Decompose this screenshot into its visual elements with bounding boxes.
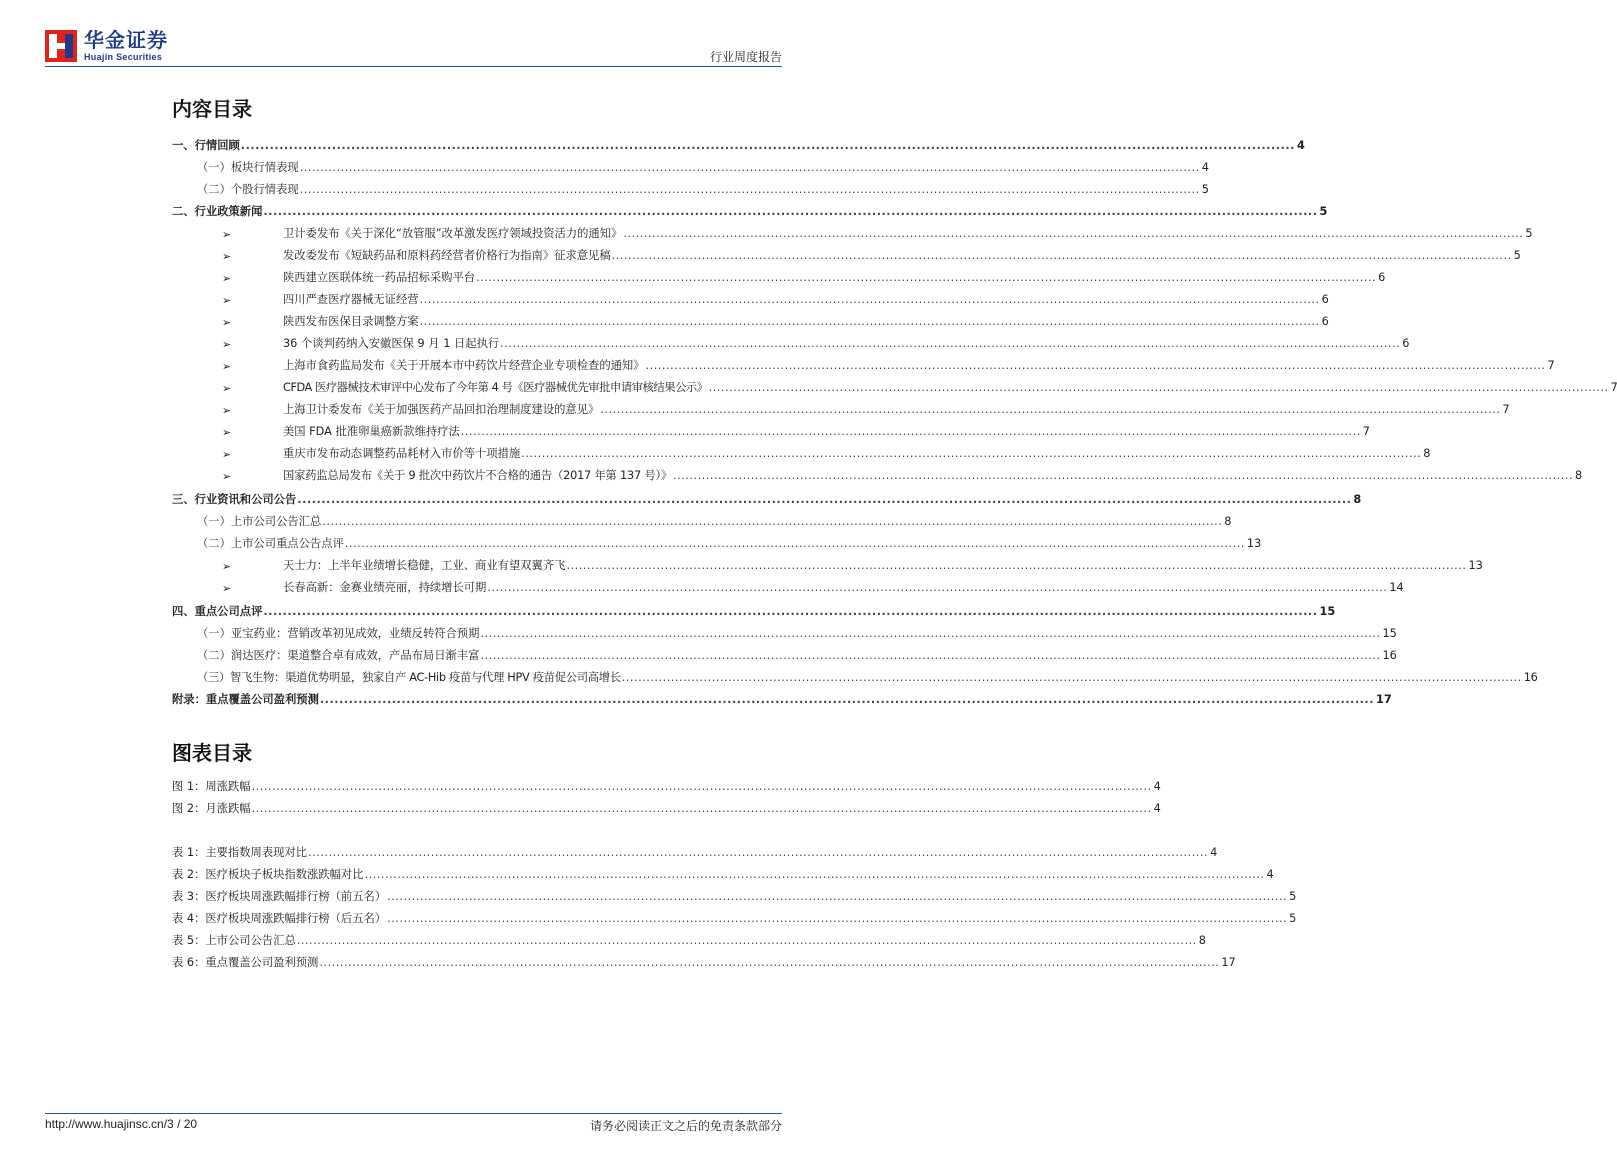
toc-entry[interactable]: （三）智飞生物：渠道优势明显，独家自产 AC-Hib 疫苗与代理 HPV 疫苗促公司高增长 ............................................................................................................................................................................................................................ 16 (197, 671, 1538, 684)
toc-entry[interactable]: 陕西发布医保目录调整方案 ............................................................................................................................................................................................................................ 6 (283, 315, 1329, 328)
leader-dots: ............................................................................................................................................................................................................................ (611, 249, 1512, 262)
figure-entry[interactable]: 图 1：周涨跌幅 ............................................................................................................................................................................................................................ 4 (172, 780, 1161, 793)
figure-entry[interactable]: 表 3：医疗板块周涨跌幅排行榜（前五名） ............................................................................................................................................................................................................................ 5 (172, 890, 1297, 903)
leader-dots: ............................................................................................................................................................................................................................ (708, 381, 1609, 394)
toc-entry[interactable]: 天士力：上半年业绩增长稳健，工业、商业有望双翼齐飞 ............................................................................................................................................................................................................................ 13 (283, 559, 1483, 572)
toc-entry[interactable]: 四、重点公司点评 ............................................................................................................................................................................................................................ 15 (172, 605, 1336, 618)
leader-dots: ............................................................................................................................................................................................................................ (387, 890, 1288, 903)
leader-dots: ............................................................................................................................................................................................................................ (487, 581, 1388, 594)
leader-dots: ............................................................................................................................................................................................................................ (476, 271, 1377, 284)
bullet-arrow-icon: ➢ (222, 404, 232, 417)
leader-dots: ............................................................................................................................................................................................................................ (263, 605, 1318, 618)
footer-url-page[interactable]: http://www.huajinsc.cn/3 / 20 (45, 1117, 198, 1131)
leader-dots: ............................................................................................................................................................................................................................ (623, 227, 1524, 240)
leader-dots: ............................................................................................................................................................................................................................ (460, 425, 1361, 438)
leader-dots: ............................................................................................................................................................................................................................ (480, 627, 1381, 640)
toc-entry[interactable]: 卫计委发布《关于深化“放管服”改革激发医疗领域投资活力的通知》 ............................................................................................................................................................................................................................ 5 (283, 227, 1533, 240)
leader-dots: ............................................................................................................................................................................................................................ (500, 337, 1401, 350)
leader-dots: ............................................................................................................................................................................................................................ (621, 671, 1522, 684)
brand-name-cn: 华金证券 (84, 28, 168, 52)
figure-entry[interactable]: 表 6：重点覆盖公司盈利预测 ............................................................................................................................................................................................................................ 17 (172, 956, 1236, 969)
leader-dots: ............................................................................................................................................................................................................................ (308, 846, 1209, 859)
toc-entry[interactable]: 四川严查医疗器械无证经营 ............................................................................................................................................................................................................................ 6 (283, 293, 1329, 306)
figure-entry[interactable]: 表 4：医疗板块周涨跌幅排行榜（后五名） ............................................................................................................................................................................................................................ 5 (172, 912, 1297, 925)
leader-dots: ............................................................................................................................................................................................................................ (299, 161, 1200, 174)
leader-dots: ............................................................................................................................................................................................................................ (251, 802, 1152, 815)
leader-dots: ............................................................................................................................................................................................................................ (344, 537, 1245, 550)
leader-dots: ............................................................................................................................................................................................................................ (419, 315, 1320, 328)
toc-entry[interactable]: 三、行业资讯和公司公告 ............................................................................................................................................................................................................................ 8 (172, 493, 1362, 506)
bullet-arrow-icon: ➢ (222, 228, 232, 241)
figure-entry[interactable]: 图 2：月涨跌幅 ............................................................................................................................................................................................................................ 4 (172, 802, 1161, 815)
leader-dots: ............................................................................................................................................................................................................................ (364, 868, 1265, 881)
leader-dots: ............................................................................................................................................................................................................................ (319, 956, 1220, 969)
figure-entry[interactable]: 表 2：医疗板块子板块指数涨跌幅对比 ............................................................................................................................................................................................................................ 4 (172, 868, 1274, 881)
bullet-arrow-icon: ➢ (222, 470, 232, 483)
bullet-arrow-icon: ➢ (222, 272, 232, 285)
bullet-arrow-icon: ➢ (222, 294, 232, 307)
toc-entry[interactable]: 附录：重点覆盖公司盈利预测 ............................................................................................................................................................................................................................ 17 (172, 693, 1392, 706)
toc-entry[interactable]: 36 个谈判药纳入安徽医保 9 月 1 日起执行 ............................................................................................................................................................................................................................ 6 (283, 337, 1410, 350)
toc-entry[interactable]: 上海卫计委发布《关于加强医药产品回扣治理制度建设的意见》 ............................................................................................................................................................................................................................ 7 (283, 403, 1510, 416)
toc-entry[interactable]: 陕西建立医联体统一药品招标采购平台 ............................................................................................................................................................................................................................ 6 (283, 271, 1386, 284)
toc-entry[interactable]: CFDA 医疗器械技术审评中心发布了今年第 4 号《医疗器械优先审批申请审核结果公示》 ............................................................................................................................................................................................................................ 7 (283, 381, 1617, 394)
leader-dots: ............................................................................................................................................................................................................................ (297, 493, 1352, 506)
leader-dots: ............................................................................................................................................................................................................................ (296, 934, 1197, 947)
toc-entry[interactable]: 重庆市发布动态调整药品耗材入市价等十项措施 ............................................................................................................................................................................................................................ 8 (283, 447, 1431, 460)
leader-dots: ............................................................................................................................................................................................................................ (387, 912, 1288, 925)
bullet-arrow-icon: ➢ (222, 316, 232, 329)
leader-dots: ............................................................................................................................................................................................................................ (419, 293, 1320, 306)
leader-dots: ............................................................................................................................................................................................................................ (322, 515, 1223, 528)
toc-entry[interactable]: 美国 FDA 批准卵巢癌新款维持疗法 ............................................................................................................................................................................................................................ 7 (283, 425, 1370, 438)
bullet-arrow-icon: ➢ (222, 360, 232, 373)
bullet-arrow-icon: ➢ (222, 426, 232, 439)
footer-divider (45, 1113, 782, 1114)
figures-title: 图表目录 (172, 741, 252, 765)
toc-entry[interactable]: 一、行情回顾 ............................................................................................................................................................................................................................ 4 (172, 139, 1305, 152)
huajin-logo-icon (45, 30, 77, 62)
toc-entry[interactable]: 国家药监总局发布《关于 9 批次中药饮片不合格的通告（2017 年第 137 号）》 ............................................................................................................................................................................................................................ 8 (283, 469, 1583, 482)
toc-entry[interactable]: （一）板块行情表现 ............................................................................................................................................................................................................................ 4 (197, 161, 1209, 174)
brand-name-en: Huajin Securities (84, 52, 163, 62)
toc-entry[interactable]: （二）个股行情表现 ............................................................................................................................................................................................................................ 5 (197, 183, 1209, 196)
toc-entry[interactable]: （一）上市公司公告汇总 ............................................................................................................................................................................................................................ 8 (197, 515, 1232, 528)
bullet-arrow-icon: ➢ (222, 560, 232, 573)
leader-dots: ............................................................................................................................................................................................................................ (319, 693, 1375, 706)
leader-dots: ............................................................................................................................................................................................................................ (263, 205, 1318, 218)
bullet-arrow-icon: ➢ (222, 448, 232, 461)
report-type: 行业周度报告 (709, 50, 782, 64)
toc-entry[interactable]: 发改委发布《短缺药品和原料药经营者价格行为指南》征求意见稿 ............................................................................................................................................................................................................................ 5 (283, 249, 1521, 262)
leader-dots: ............................................................................................................................................................................................................................ (566, 559, 1467, 572)
leader-dots: ............................................................................................................................................................................................................................ (480, 649, 1381, 662)
bullet-arrow-icon: ➢ (222, 250, 232, 263)
leader-dots: ............................................................................................................................................................................................................................ (645, 359, 1546, 372)
leader-dots: ............................................................................................................................................................................................................................ (521, 447, 1422, 460)
toc-entry[interactable]: 上海市食药监局发布《关于开展本市中药饮片经营企业专项检查的通知》 ............................................................................................................................................................................................................................ 7 (283, 359, 1555, 372)
leader-dots: ............................................................................................................................................................................................................................ (240, 139, 1295, 152)
toc-entry[interactable]: （二）上市公司重点公告点评 ............................................................................................................................................................................................................................ 13 (197, 537, 1262, 550)
figure-entry[interactable]: 表 1：主要指数周表现对比 ............................................................................................................................................................................................................................ 4 (172, 846, 1218, 859)
figure-entry[interactable]: 表 5：上市公司公告汇总 ............................................................................................................................................................................................................................ 8 (172, 934, 1206, 947)
header-divider (45, 66, 782, 67)
toc-entry[interactable]: （二）润达医疗：渠道整合卓有成效，产品布局日渐丰富 ............................................................................................................................................................................................................................ 16 (197, 649, 1397, 662)
footer-disclaimer: 请务必阅读正文之后的免责条款部分 (589, 1119, 782, 1133)
leader-dots: ............................................................................................................................................................................................................................ (299, 183, 1200, 196)
bullet-arrow-icon: ➢ (222, 338, 232, 351)
bullet-arrow-icon: ➢ (222, 382, 232, 395)
toc-title: 内容目录 (172, 97, 252, 121)
page-header (45, 28, 782, 68)
bullet-arrow-icon: ➢ (222, 582, 232, 595)
leader-dots: ............................................................................................................................................................................................................................ (251, 780, 1152, 793)
leader-dots: ............................................................................................................................................................................................................................ (673, 469, 1574, 482)
toc-entry[interactable]: （一）亚宝药业：营销改革初见成效，业绩反转符合预期 ............................................................................................................................................................................................................................ 15 (197, 627, 1397, 640)
toc-entry[interactable]: 长春高新：金赛业绩亮丽，持续增长可期 ............................................................................................................................................................................................................................ 14 (283, 581, 1404, 594)
toc-entry[interactable]: 二、行业政策新闻 ............................................................................................................................................................................................................................ 5 (172, 205, 1328, 218)
leader-dots: ............................................................................................................................................................................................................................ (600, 403, 1501, 416)
